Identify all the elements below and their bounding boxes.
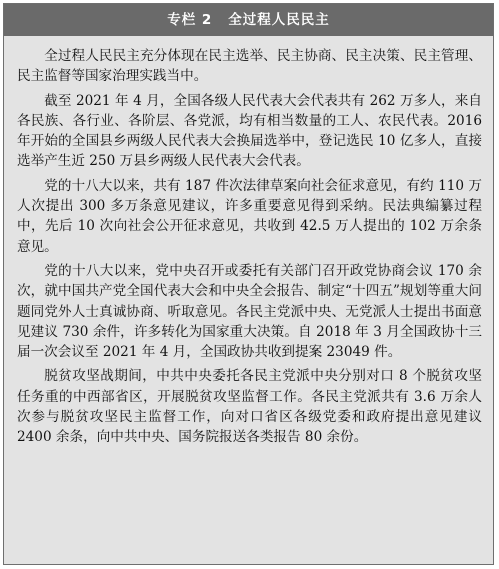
paragraph-democracy-practice: 全过程人民民主充分体现在民主选举、民主协商、民主决策、民主管理、民主监督等国家治理实践当中。 bbox=[17, 48, 482, 85]
paragraph-deputies: 截至 2021 年 4 月，全国各级人民代表大会代表共有 262 万多人，来自各民族、各行业、各阶层、各党派，均有相当数量的工人、农民代表。2016 年开始的全国县乡两级人民代表大会换届选举中，登记选民 10 亿多人，直接选举产生近 250 万县乡两级人民代表大会代表。 bbox=[17, 92, 482, 170]
paragraph-consultation: 党的十八大以来，党中央召开或委托有关部门召开政党协商会议 170 余次，就中国共产党全国代表大会和中央全会报告、制定“十四五”规划等重大问题同党外人士真诚协商、听取意见。各民主党派中央、无党派人士提出书面意见建议 730 余件，许多转化为国家重大决策。自 2018 年 3 月全国政协十三届一次会议至 2021 年 4 月，全国政协共收到提案 23049 件。 bbox=[17, 262, 482, 361]
paragraph-legislation: 党的十八大以来，共有 187 件次法律草案向社会征求意见，有约 110 万人次提出 300 多万条意见建议，许多重要意见得到采纳。民法典编纂过程中，先后 10 次向社会公开征求意见，共收到 42.5 万人提出的 102 万余条意见。 bbox=[17, 177, 482, 255]
paragraph-poverty-supervision: 脱贫攻坚战期间，中共中央委托各民主党派中央分别对口 8 个脱贫攻坚任务重的中西部省区，开展脱贫攻坚监督工作。各民主党派共有 3.6 万余人次参与脱贫攻坚民主监督工作，向对口省区各级党委和政府提出意见建议 2400 余条，向中共中央、国务院报送各类报告 80 余份。 bbox=[17, 368, 482, 446]
box-title-bar bbox=[4, 4, 493, 36]
box-body bbox=[17, 46, 482, 452]
box-title: 全过程人民民主 bbox=[228, 12, 330, 28]
box-label: 专栏 2 bbox=[167, 12, 213, 28]
feature-box bbox=[3, 3, 494, 565]
